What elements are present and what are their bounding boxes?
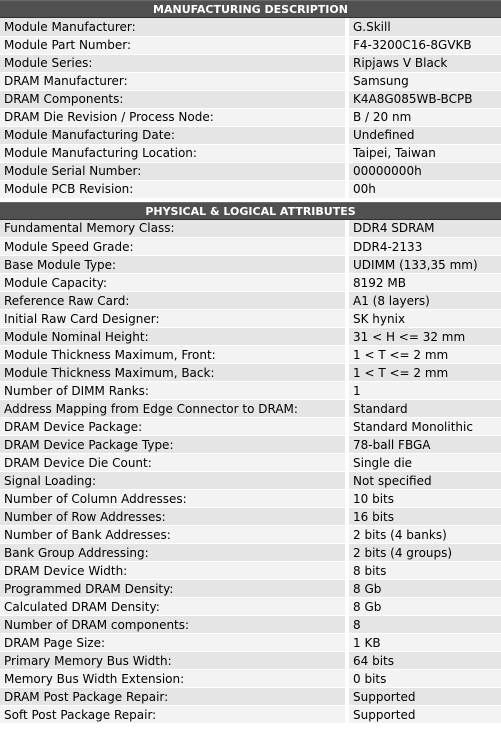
table-row xyxy=(0,364,501,382)
table-row xyxy=(0,18,501,36)
table-row xyxy=(0,162,501,180)
table-row xyxy=(0,54,501,72)
table-row xyxy=(0,292,501,310)
attribute-label: DRAM Device Width: xyxy=(0,562,347,580)
attribute-value: Standard xyxy=(347,400,501,418)
table-row xyxy=(0,634,501,652)
attribute-label: Module Part Number: xyxy=(0,36,347,54)
attribute-label: DRAM Page Size: xyxy=(0,634,347,652)
attribute-value: F4-3200C16-8GVKB xyxy=(347,36,501,54)
attribute-value: 8192 MB xyxy=(347,274,501,292)
attribute-value: G.Skill xyxy=(347,18,501,36)
section-header-physical-logical: PHYSICAL & LOGICAL ATTRIBUTES xyxy=(0,202,501,220)
attribute-value: UDIMM (133,35 mm) xyxy=(347,256,501,274)
attribute-value: Supported xyxy=(347,688,501,706)
attribute-value: 2 bits (4 groups) xyxy=(347,544,501,562)
attribute-label: Module Series: xyxy=(0,54,347,72)
table-row xyxy=(0,36,501,54)
table-row xyxy=(0,616,501,634)
attribute-value: 10 bits xyxy=(347,490,501,508)
attribute-label: Reference Raw Card: xyxy=(0,292,347,310)
attribute-value: Taipei, Taiwan xyxy=(347,144,501,162)
attribute-value: 64 bits xyxy=(347,652,501,670)
attribute-label: Number of Bank Addresses: xyxy=(0,526,347,544)
table-row xyxy=(0,382,501,400)
attribute-value: Ripjaws V Black xyxy=(347,54,501,72)
attribute-label: Signal Loading: xyxy=(0,472,347,490)
table-row xyxy=(0,472,501,490)
attribute-label: Number of Column Addresses: xyxy=(0,490,347,508)
attribute-value: 1 < T <= 2 mm xyxy=(347,364,501,382)
attribute-value: A1 (8 layers) xyxy=(347,292,501,310)
attribute-label: Module Nominal Height: xyxy=(0,328,347,346)
table-row xyxy=(0,688,501,706)
attribute-label: DRAM Device Package Type: xyxy=(0,436,347,454)
table-row xyxy=(0,238,501,256)
attribute-label: Soft Post Package Repair: xyxy=(0,706,347,724)
attribute-label: DRAM Components: xyxy=(0,90,347,108)
attribute-value: DDR4-2133 xyxy=(347,238,501,256)
table-row xyxy=(0,108,501,126)
attribute-label: Address Mapping from Edge Connector to DRAM: xyxy=(0,400,347,418)
attribute-label: Base Module Type: xyxy=(0,256,347,274)
attribute-label: Initial Raw Card Designer: xyxy=(0,310,347,328)
attribute-value: 2 bits (4 banks) xyxy=(347,526,501,544)
table-row xyxy=(0,346,501,364)
table-row xyxy=(0,436,501,454)
table-row xyxy=(0,126,501,144)
attribute-label: Module PCB Revision: xyxy=(0,180,347,198)
attribute-label: Fundamental Memory Class: xyxy=(0,220,347,238)
table-row xyxy=(0,328,501,346)
attribute-label: Number of Row Addresses: xyxy=(0,508,347,526)
attribute-value: Not specified xyxy=(347,472,501,490)
attribute-label: Number of DIMM Ranks: xyxy=(0,382,347,400)
attribute-label: Module Speed Grade: xyxy=(0,238,347,256)
table-row xyxy=(0,310,501,328)
attribute-value: Single die xyxy=(347,454,501,472)
attribute-label: Module Manufacturer: xyxy=(0,18,347,36)
table-row xyxy=(0,90,501,108)
attribute-label: Module Thickness Maximum, Back: xyxy=(0,364,347,382)
attribute-label: Bank Group Addressing: xyxy=(0,544,347,562)
attribute-value: 1 KB xyxy=(347,634,501,652)
physical-logical-table xyxy=(0,220,501,725)
attribute-value: 8 Gb xyxy=(347,580,501,598)
attribute-label: Calculated DRAM Density: xyxy=(0,598,347,616)
attribute-value: 8 Gb xyxy=(347,598,501,616)
attribute-value: 31 < H <= 32 mm xyxy=(347,328,501,346)
table-row xyxy=(0,490,501,508)
table-row xyxy=(0,220,501,238)
attribute-value: DDR4 SDRAM xyxy=(347,220,501,238)
attribute-label: DRAM Post Package Repair: xyxy=(0,688,347,706)
attribute-label: Module Thickness Maximum, Front: xyxy=(0,346,347,364)
table-row xyxy=(0,562,501,580)
table-row xyxy=(0,508,501,526)
table-row xyxy=(0,652,501,670)
table-row xyxy=(0,72,501,90)
table-row xyxy=(0,580,501,598)
attribute-value: 8 bits xyxy=(347,562,501,580)
manufacturing-table xyxy=(0,18,501,199)
attribute-label: Module Capacity: xyxy=(0,274,347,292)
attribute-value: 8 xyxy=(347,616,501,634)
section-header-manufacturing: MANUFACTURING DESCRIPTION xyxy=(0,0,501,18)
attribute-label: DRAM Device Die Count: xyxy=(0,454,347,472)
attribute-value: 1 xyxy=(347,382,501,400)
table-row xyxy=(0,526,501,544)
attribute-label: Primary Memory Bus Width: xyxy=(0,652,347,670)
table-row xyxy=(0,400,501,418)
attribute-value: Undefined xyxy=(347,126,501,144)
attribute-label: Module Manufacturing Date: xyxy=(0,126,347,144)
attribute-label: Memory Bus Width Extension: xyxy=(0,670,347,688)
attribute-value: Samsung xyxy=(347,72,501,90)
table-row xyxy=(0,454,501,472)
attribute-label: DRAM Manufacturer: xyxy=(0,72,347,90)
attribute-value: 1 < T <= 2 mm xyxy=(347,346,501,364)
attribute-value: K4A8G085WB-BCPB xyxy=(347,90,501,108)
table-row xyxy=(0,256,501,274)
table-row xyxy=(0,670,501,688)
attribute-label: Number of DRAM components: xyxy=(0,616,347,634)
attribute-value: 00000000h xyxy=(347,162,501,180)
table-row xyxy=(0,274,501,292)
table-row xyxy=(0,418,501,436)
table-row xyxy=(0,598,501,616)
table-row xyxy=(0,706,501,724)
table-row xyxy=(0,180,501,198)
attribute-value: B / 20 nm xyxy=(347,108,501,126)
attribute-value: Standard Monolithic xyxy=(347,418,501,436)
attribute-label: Module Serial Number: xyxy=(0,162,347,180)
attribute-value: 00h xyxy=(347,180,501,198)
attribute-value: SK hynix xyxy=(347,310,501,328)
attribute-label: Programmed DRAM Density: xyxy=(0,580,347,598)
table-row xyxy=(0,144,501,162)
attribute-label: DRAM Device Package: xyxy=(0,418,347,436)
attribute-value: 0 bits xyxy=(347,670,501,688)
attribute-value: Supported xyxy=(347,706,501,724)
attribute-value: 78-ball FBGA xyxy=(347,436,501,454)
attribute-label: Module Manufacturing Location: xyxy=(0,144,347,162)
table-row xyxy=(0,544,501,562)
attribute-value: 16 bits xyxy=(347,508,501,526)
attribute-label: DRAM Die Revision / Process Node: xyxy=(0,108,347,126)
